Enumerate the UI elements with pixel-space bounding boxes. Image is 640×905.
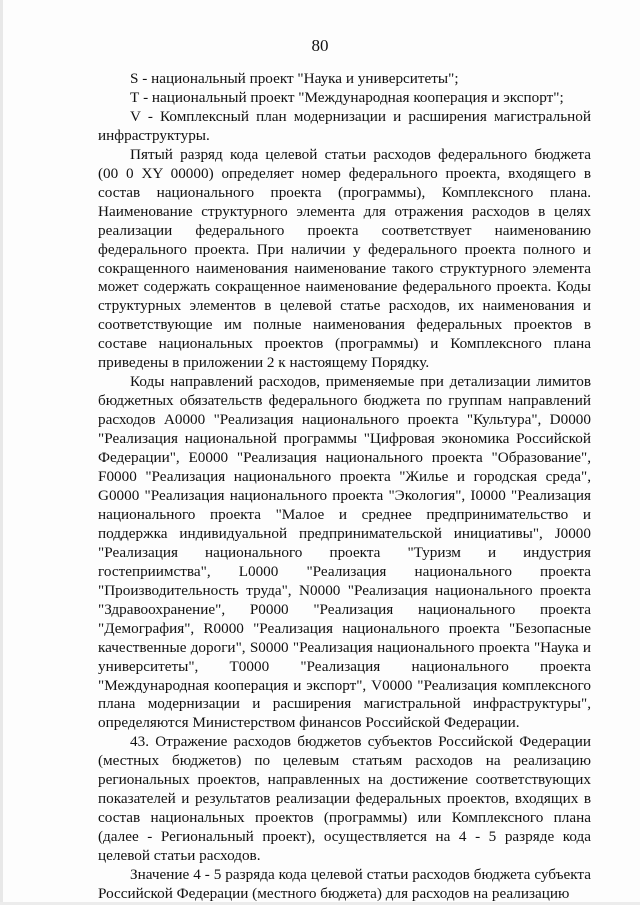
scan-edge-left	[0, 0, 3, 905]
page-number: 80	[311, 36, 329, 55]
paragraph-direction-codes: Коды направлений расходов, применяемые при детализации лимитов бюджетных обязательств федерального бюджета по группам направлений расходов А0000 "Реализация национального проекта "Культура", D0000 "Реализация национальной программы "Цифровая экономика Российской Федерации", Е0000 "Реализация национального проекта "Образование", F0000 "Реализация национального проекта "Жилье и городская среда", G0000 "Реализация национального проекта "Экология", I0000 "Реализация национального проекта "Малое и среднее предпринимательство и поддержка индивидуальной предпринимательской инициативы", J0000 "Реализация национального проекта "Туризм и индустрия гостеприимства", L0000 "Реализация национального проекта "Производительность труда", N0000 "Реализация национального проекта "Здравоохранение", P0000 "Реализация национального проекта "Демография", R0000 "Реализация национального проекта "Безопасные качественные дороги", S0000 "Реализация национального проекта "Наука и университеты", Т0000 "Реализация национального проекта "Международная кооперация и экспорт", V0000 "Реализация комплексного плана модернизации и расширения магистральной инфраструктуры", определяются Министерством финансов Российской Федерации.	[98, 373, 591, 732]
paragraph-project-t: Т - национальный проект "Международная кооперация и экспорт";	[130, 88, 564, 106]
document-body	[98, 70, 591, 904]
paragraph-fifth-digit: Пятый разряд кода целевой статьи расходов федерального бюджета (00 0 XY 00000) определяет номер федерального проекта, входящего в состав национального проекта (программы), Комплексного плана. Наименование структурного элемента для отражения расходов в целях реализации федерального проекта соответствует наименованию федерального проекта. При наличии у федерального проекта полного и сокращенного наименования наименование такого структурного элемента может содержать сокращенное наименование федерального проекта. Коды структурных элементов в целевой статье расходов, их наименования и соответствующие им полные наименования федеральных проектов в составе национальных проектов (программы) и Комплексного плана приведены в приложении 2 к настоящему Порядку.	[98, 145, 591, 372]
paragraph-digit-value: Значение 4 - 5 разряда кода целевой статьи расходов бюджета субъекта Российской Федерации (местного бюджета) для расходов на реализацию	[98, 866, 591, 902]
paragraph-project-v: V - Комплексный план модернизации и расширения магистральной инфраструктуры.	[98, 107, 591, 144]
paragraph-project-s: S - национальный проект "Наука и университеты";	[130, 70, 459, 87]
paragraph-section-43: 43. Отражение расходов бюджетов субъектов Российской Федерации (местных бюджетов) по целевым статьям расходов на реализацию региональных проектов, направленных на достижение соответствующих показателей и результатов реализации федеральных проектов, входящих в состав национальных проектов (программы) или Комплексного плана (далее - Региональный проект), осуществляется на 4 - 5 разряде кода целевой статьи расходов.	[98, 733, 591, 865]
